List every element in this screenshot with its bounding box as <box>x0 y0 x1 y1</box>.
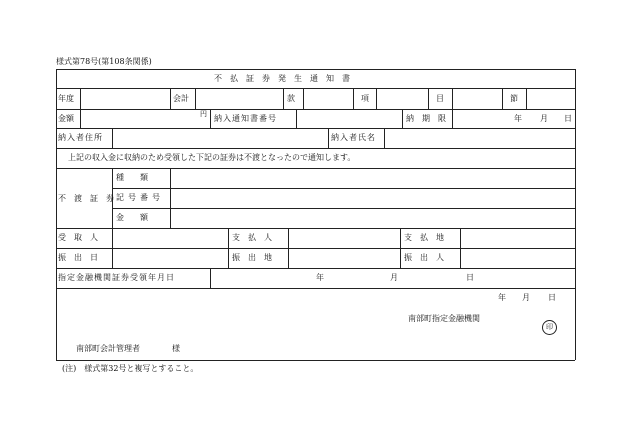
form-number: 様式第78号(第108条関係) <box>56 57 152 66</box>
footnote: (注) 様式第32号と複写とすること。 <box>62 364 199 373</box>
receipt-day: 日 <box>466 273 474 282</box>
label-bank-receipt-date: 指定金融機関証券受領年月日 <box>58 273 175 282</box>
label-kou: 項 <box>361 94 369 103</box>
notice-text: 上記の収入金に収納のため受領した下記の証券は不渡となったので通知します。 <box>68 153 356 162</box>
accounting-manager: 南部町会計管理者 <box>76 344 140 353</box>
label-payer-address: 納入者住所 <box>58 133 103 142</box>
label-type: 種 類 <box>116 173 148 182</box>
honorific: 様 <box>172 344 180 353</box>
label-dishonored-securities: 不 渡 証 券 <box>58 194 114 203</box>
label-issue-date: 振 出 日 <box>58 253 98 262</box>
label-kan: 款 <box>287 94 295 103</box>
label-yen: 円 <box>200 110 207 118</box>
form-title: 不 払 証 券 発 生 通 知 書 <box>214 74 350 83</box>
deadline-month: 月 <box>540 114 548 123</box>
footer-month: 月 <box>522 293 530 302</box>
deadline-year: 年 <box>514 114 522 123</box>
footer-year: 年 <box>498 293 506 302</box>
label-deadline: 納 期 限 <box>406 114 446 123</box>
label-payer-name: 納入者氏名 <box>331 133 376 142</box>
label-payment-place: 支 払 地 <box>404 233 444 242</box>
receipt-year: 年 <box>316 273 324 282</box>
seal-mark: 印 <box>542 320 557 335</box>
deadline-day: 日 <box>564 114 572 123</box>
footer-day: 日 <box>548 293 556 302</box>
label-setsu: 節 <box>510 94 518 103</box>
bank-name: 南部町指定金融機関 <box>408 314 480 323</box>
label-notice-number: 納入通知書番号 <box>214 114 277 123</box>
label-issue-place: 振 出 地 <box>232 253 272 262</box>
receipt-month: 月 <box>390 273 398 282</box>
label-drawer: 振 出 人 <box>404 253 444 262</box>
label-payer: 支 払 人 <box>232 233 272 242</box>
label-kingaku: 金額 <box>58 114 74 123</box>
label-kaikei: 会計 <box>173 94 189 103</box>
label-moku: 目 <box>436 94 444 103</box>
label-serial-number: 記号番号 <box>116 193 164 202</box>
label-amount: 金 額 <box>116 213 148 222</box>
label-nendo: 年度 <box>58 94 74 103</box>
label-recipient: 受 取 人 <box>58 233 98 242</box>
